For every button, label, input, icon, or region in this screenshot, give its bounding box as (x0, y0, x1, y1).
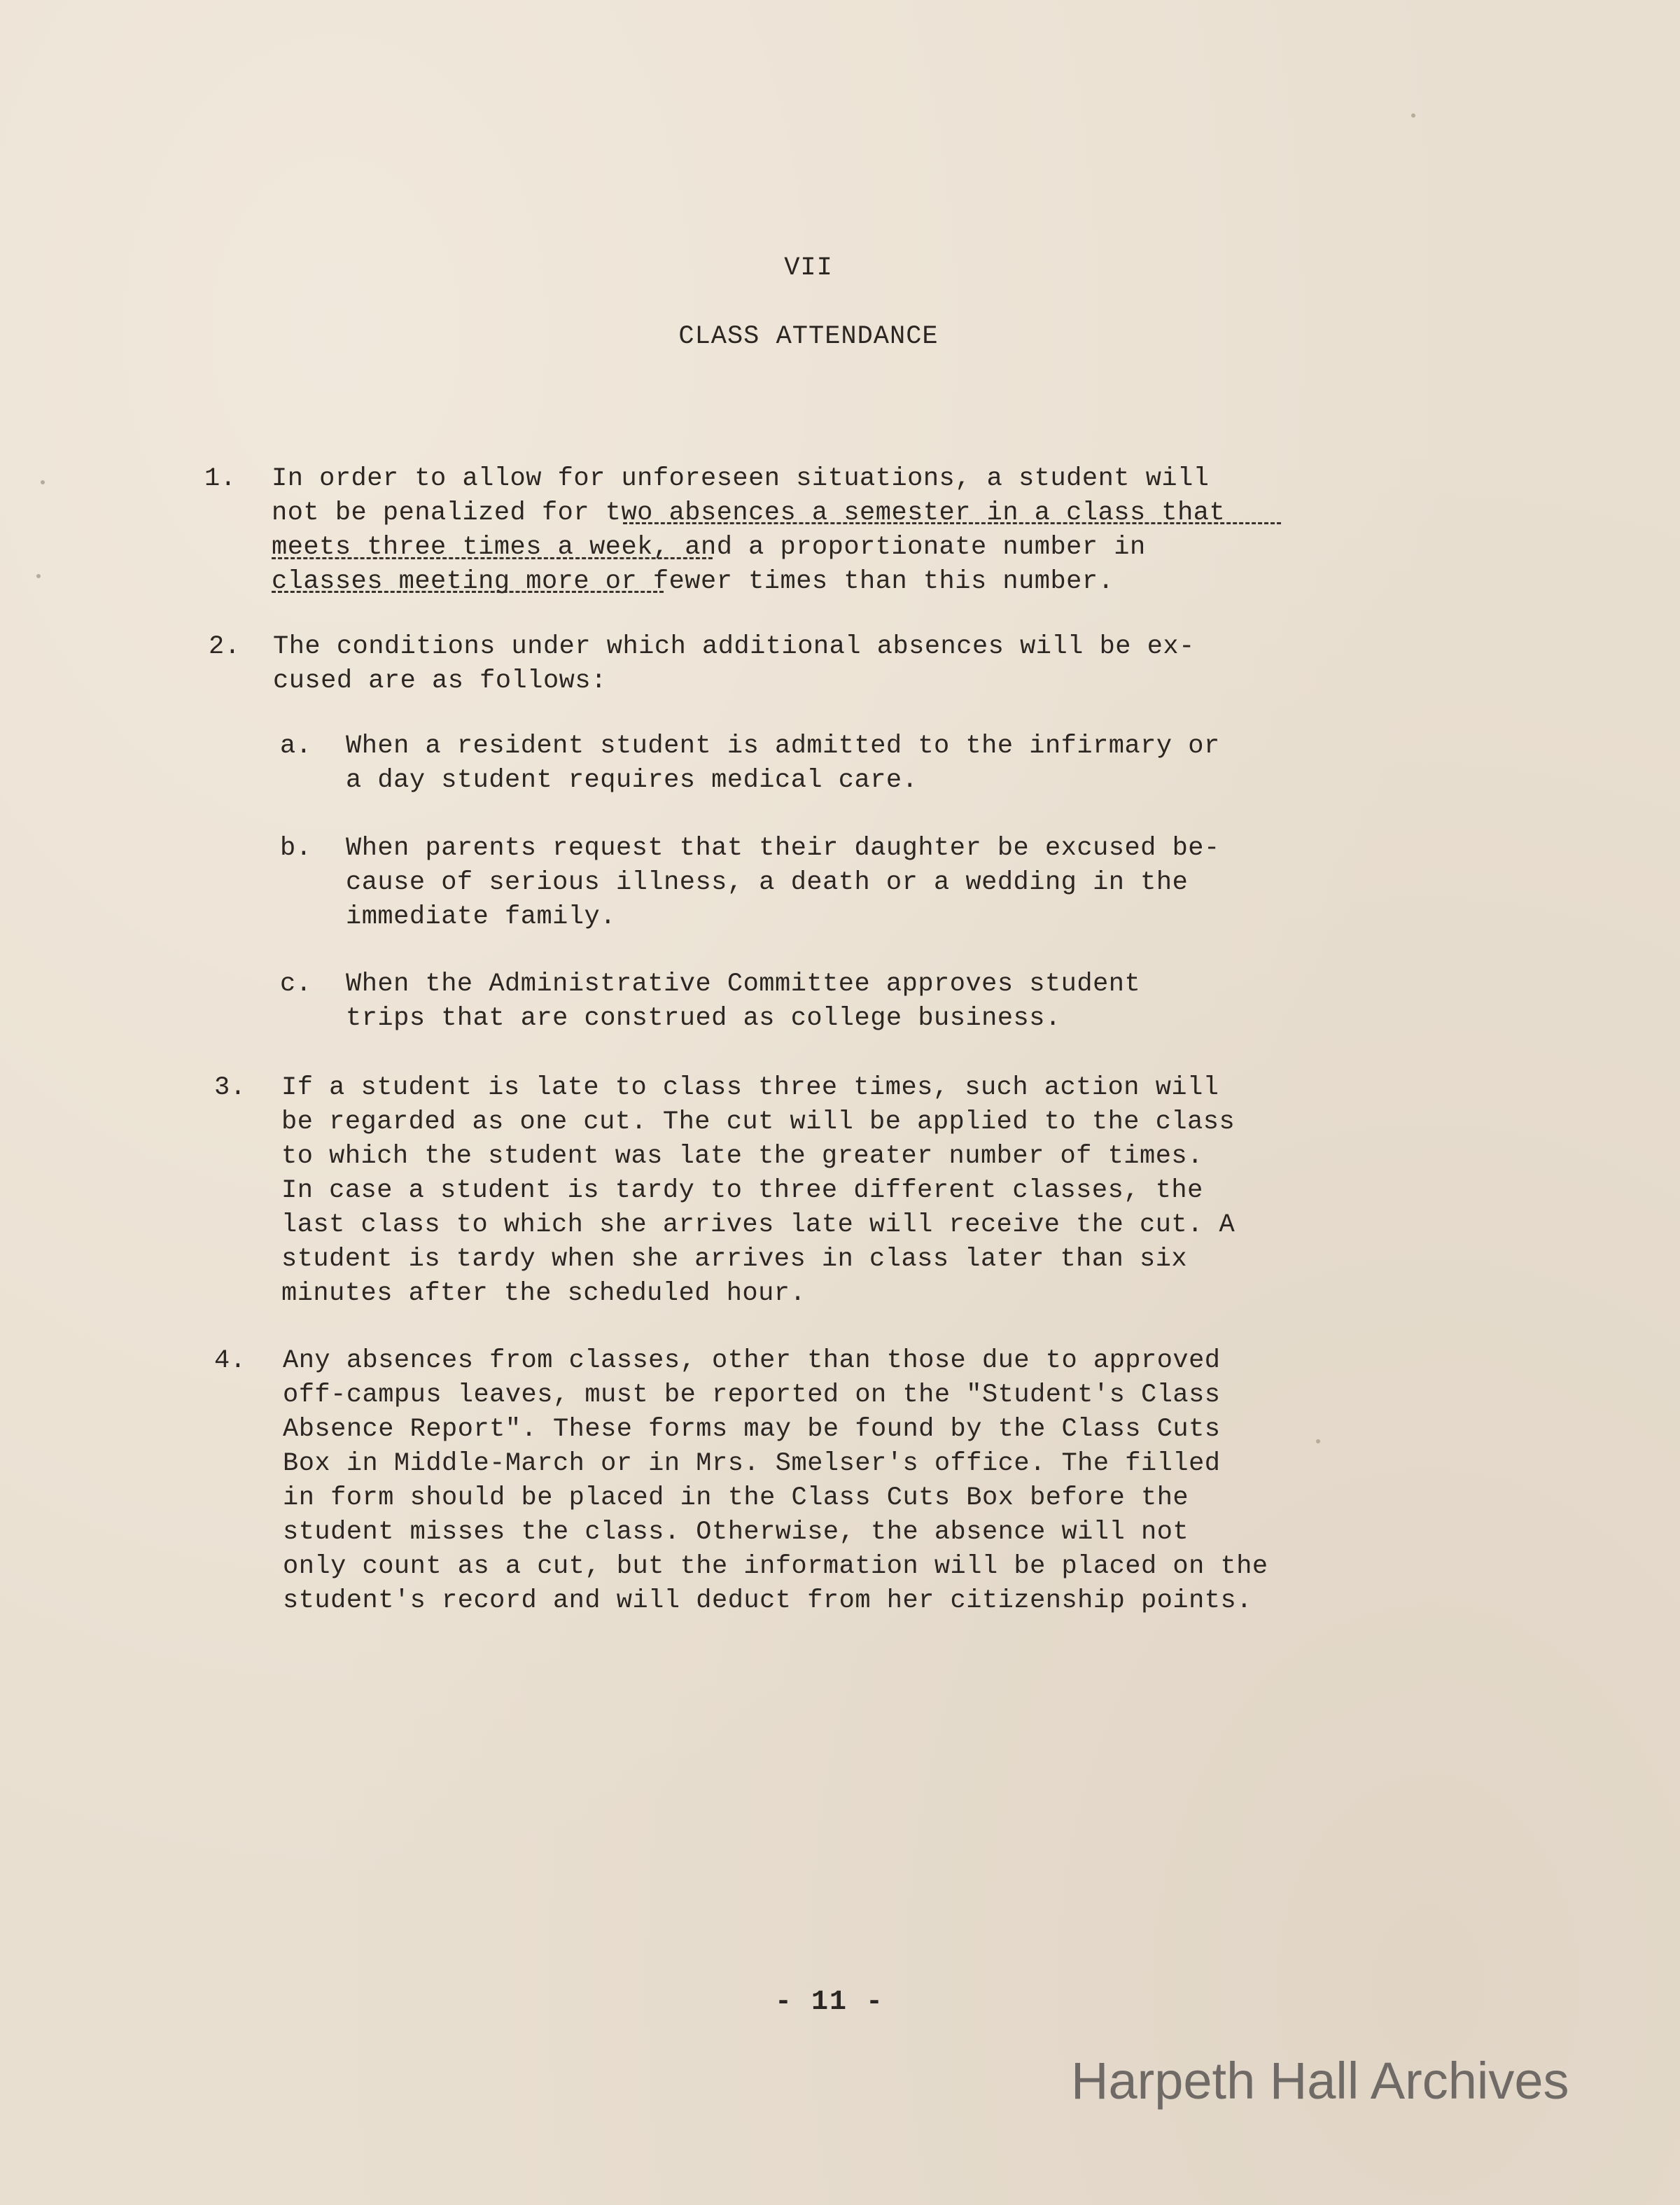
text-line: In order to allow for unforeseen situations, a student will (272, 464, 1210, 493)
handwritten-underline (272, 588, 664, 593)
text-line: cused are as follows: (273, 666, 607, 696)
text-line: The conditions under which additional absences will be ex- (273, 632, 1195, 662)
section-number: VII (784, 253, 833, 283)
sub-item-letter: b. (280, 834, 312, 863)
text-line: student misses the class. Otherwise, the absence will not (283, 1518, 1189, 1547)
text-line: Any absences from classes, other than those due to approved (283, 1346, 1221, 1376)
text-line: In case a student is tardy to three different classes, the (281, 1176, 1203, 1205)
text-line: If a student is late to class three times, such action will (281, 1073, 1219, 1102)
text-line: classes meeting more or fewer times than this number. (272, 567, 1114, 596)
handwritten-underline (623, 519, 1281, 524)
paper-speck (36, 574, 41, 578)
text-line: When parents request that their daughter be excused be- (346, 834, 1220, 863)
text-line: immediate family. (346, 902, 616, 932)
text-line: student is tardy when she arrives in class later than six (281, 1245, 1188, 1274)
text-line: Absence Report". These forms may be found by the Class Cuts (283, 1415, 1221, 1444)
text-line: meets three times a week, and a proportionate number in (272, 533, 1146, 562)
item-text (281, 1071, 1235, 1311)
sub-item-letter: c. (280, 969, 312, 999)
text-line: only count as a cut, but the information will be placed on the (283, 1552, 1268, 1581)
text-line: be regarded as one cut. The cut will be applied to the class (281, 1107, 1236, 1137)
text-line: When the Administrative Committee approves student (346, 969, 1141, 999)
sub-item-text (346, 967, 1140, 1036)
text-line: cause of serious illness, a death or a wedding in the (346, 868, 1189, 897)
text-line: Box in Middle-March or in Mrs. Smelser's office. The filled (283, 1449, 1221, 1478)
page-number: - 11 - (774, 1987, 885, 2018)
item-number: 3. (214, 1073, 246, 1102)
text-line: off-campus leaves, must be reported on the "Student's Class (283, 1380, 1221, 1410)
text-line: in form should be placed in the Class Cuts Box before the (283, 1483, 1189, 1513)
section-title: CLASS ATTENDANCE (678, 322, 939, 351)
text-line: trips that are construed as college business. (346, 1004, 1061, 1033)
sub-item-text (346, 832, 1220, 934)
item-text (272, 462, 1225, 599)
item-number: 1. (204, 464, 237, 493)
text-line: When a resident student is admitted to the infirmary or (346, 732, 1220, 761)
text-line: last class to which she arrives late will receive the cut. A (281, 1210, 1236, 1240)
text-line: minutes after the scheduled hour. (281, 1279, 806, 1308)
archive-watermark: Harpeth Hall Archives (1071, 2052, 1569, 2110)
text-line: student's record and will deduct from her citizenship points. (283, 1586, 1252, 1616)
item-text (283, 1344, 1268, 1618)
text-line: not be penalized for two absences a semester in a class that (272, 498, 1226, 528)
text-line: to which the student was late the greater number of times. (281, 1142, 1203, 1171)
text-line: a day student requires medical care. (346, 766, 918, 795)
paper-speck (1411, 113, 1415, 118)
item-number: 2. (209, 632, 241, 662)
handwritten-underline (272, 554, 713, 559)
sub-item-text (346, 729, 1220, 798)
paper-speck (1316, 1439, 1320, 1443)
paper-speck (41, 480, 45, 484)
sub-item-letter: a. (280, 732, 312, 761)
item-text (273, 630, 1195, 699)
item-number: 4. (214, 1346, 246, 1376)
